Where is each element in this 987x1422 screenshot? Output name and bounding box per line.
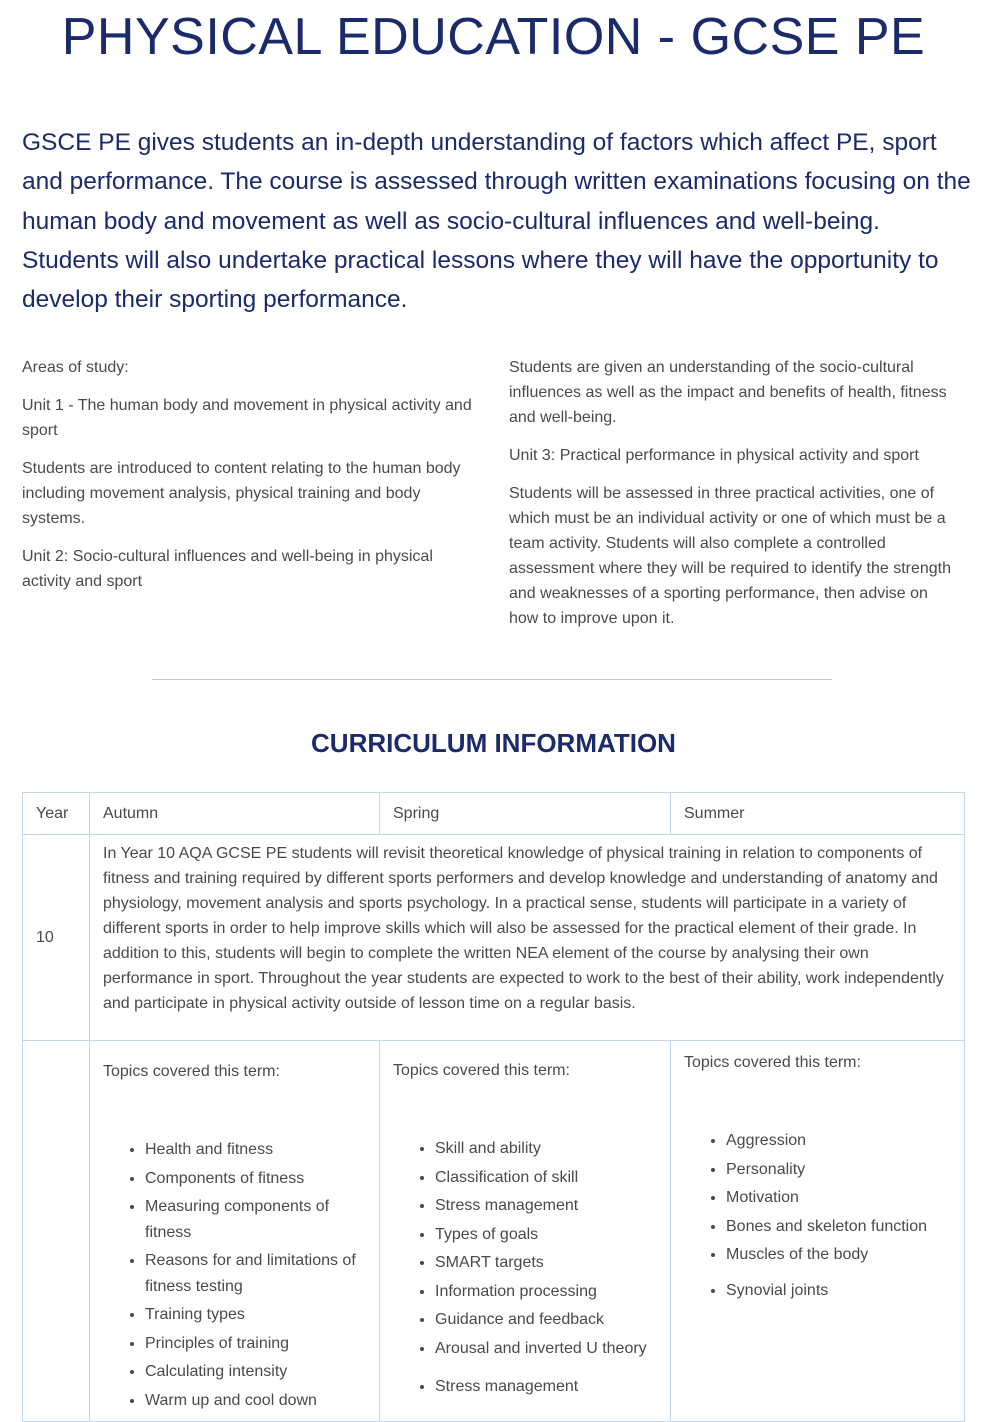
- list-item: • Synovial joints: [726, 1278, 951, 1304]
- list-item: • Components of fitness: [145, 1166, 366, 1192]
- year-10-cell: 10: [23, 835, 90, 1041]
- list-item: • Personality: [726, 1157, 951, 1183]
- list-item: • Stress management: [435, 1374, 657, 1400]
- list-item: • Principles of training: [145, 1331, 366, 1357]
- list-item: • Information processing: [435, 1279, 657, 1305]
- list-item: • Motivation: [726, 1185, 951, 1211]
- list-item: • Classification of skill: [435, 1165, 657, 1191]
- list-item: • Measuring components of fitness: [145, 1194, 366, 1245]
- header-year: Year: [23, 793, 90, 835]
- summer-extra-list: [684, 1278, 951, 1304]
- summer-topics-cell: [671, 1041, 965, 1422]
- page-title: PHYSICAL EDUCATION - GCSE PE: [61, 8, 926, 66]
- list-item: • Skill and ability: [435, 1136, 657, 1162]
- curriculum-table: [22, 792, 965, 1422]
- unit-2-heading: Unit 2: Socio-cultural influences and well-being in physical activity and sport: [22, 548, 433, 590]
- study-column-right: [509, 355, 959, 644]
- year-10-summary: In Year 10 AQA GCSE PE students will revisit theoretical knowledge of physical training in relation to components of fitness and training required by different sports performers and develop knowledge and understanding of anatomy and physiology, movement analysis and sports psychology. In a practical sense, students will participate in a variety of different sports in order to help improve skills which will also be assessed for the practical element of their grade. In addition to this, students will begin to complete the written NEA element of the course by analysing their own performance in sport. Throughout the year students are expected to work to the best of their ability, work independently and participate in physical activity outside of lesson time on a regular basis.: [90, 835, 965, 1041]
- unit-2-description: Students are given an understanding of the socio-cultural influences as well as the impact and benefits of health, fitness and well-being.: [509, 359, 947, 426]
- list-item: • Types of goals: [435, 1222, 657, 1248]
- autumn-topics-cell: [90, 1041, 380, 1422]
- list-item: • Stress management: [435, 1193, 657, 1219]
- header-summer: Summer: [671, 793, 965, 835]
- list-item: • Muscles of the body: [726, 1242, 951, 1268]
- list-item: • Reasons for and limitations of fitness testing: [145, 1248, 366, 1299]
- spring-topics-heading: Topics covered this term:: [393, 1062, 570, 1079]
- header-autumn: Autumn: [90, 793, 380, 835]
- curriculum-title: CURRICULUM INFORMATION: [311, 728, 676, 758]
- list-item: • SMART targets: [435, 1250, 657, 1276]
- spring-extra-list: [393, 1374, 657, 1400]
- unit-3-description: Students will be assessed in three practical activities, one of which must be an individual activity or one of which must be a team activity. Students will also complete a controlled assessment where they will be required to identify the strength and weaknesses of a sporting performance, then advise on how to improve upon it.: [509, 485, 952, 627]
- list-item: • Guidance and feedback: [435, 1307, 657, 1333]
- intro-paragraph: GSCE PE gives students an in-depth understanding of factors which affect PE, sport and performance. The course is assessed through written examinations focusing on the human body and movement as well as socio-cultural influences and well-being. Students will also undertake practical lessons where they will have the opportunity to develop their sporting performance.: [22, 129, 971, 314]
- unit-3-heading: Unit 3: Practical performance in physical activity and sport: [509, 447, 919, 464]
- list-item: • Arousal and inverted U theory: [435, 1336, 657, 1362]
- autumn-topics-list: [103, 1137, 366, 1413]
- year-empty-cell: [23, 1041, 90, 1422]
- section-divider: [152, 679, 832, 680]
- table-row: [23, 1041, 965, 1422]
- autumn-topics-heading: Topics covered this term:: [103, 1063, 280, 1080]
- areas-of-study-label: Areas of study:: [22, 359, 129, 376]
- list-item: • Calculating intensity: [145, 1359, 366, 1385]
- spring-topics-list: [393, 1136, 657, 1361]
- header-spring: Spring: [380, 793, 671, 835]
- list-item: • Bones and skeleton function: [726, 1214, 951, 1240]
- table-header-row: [23, 793, 965, 835]
- unit-1-description: Students are introduced to content relating to the human body including movement analysis, physical training and body systems.: [22, 460, 461, 527]
- list-item: • Training types: [145, 1302, 366, 1328]
- list-item: • Warm up and cool down: [145, 1388, 366, 1414]
- list-item: • Health and fitness: [145, 1137, 366, 1163]
- study-column-left: [22, 355, 484, 607]
- unit-1-heading: Unit 1 - The human body and movement in physical activity and sport: [22, 397, 472, 439]
- list-item: • Aggression: [726, 1128, 951, 1154]
- spring-topics-cell: [380, 1041, 671, 1422]
- table-row: [23, 835, 965, 1041]
- summer-topics-list: [684, 1128, 951, 1268]
- summer-topics-heading: Topics covered this term:: [684, 1054, 861, 1071]
